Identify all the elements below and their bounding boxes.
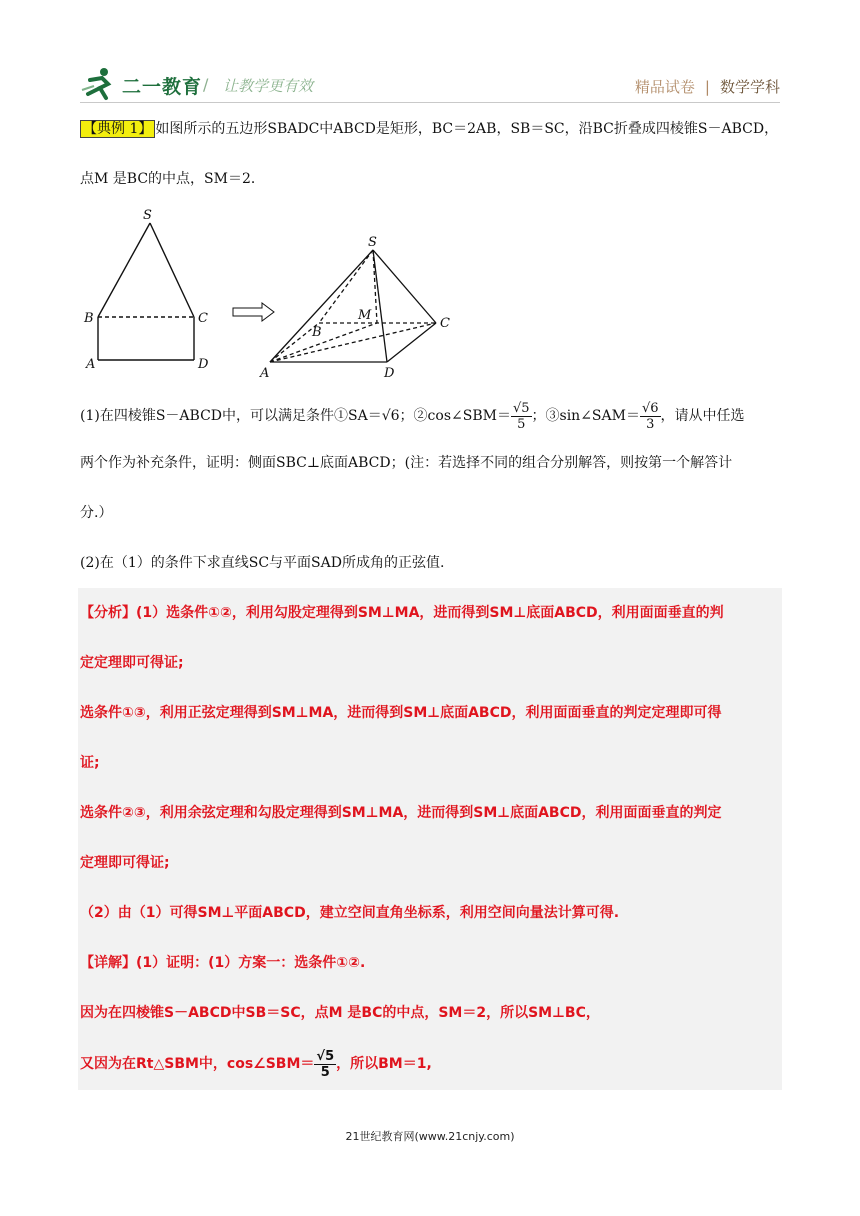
solution-line-2 [80,1044,780,1084]
analysis-line-6: 定理即可得证; [80,855,170,871]
geometry-figure [80,205,480,385]
q1-text-a: (1)在四棱锥S－ABCD中，可以满足条件①SA＝√6；②cos∠SBM＝ [80,408,511,424]
label-left-b: B [84,311,94,326]
fold-arrow [233,303,274,321]
page-footer: 21世纪教育网(www.21cnjy.com) [345,1130,515,1143]
label-left-c: C [198,311,208,326]
example-tag: 【典例 1】 [80,120,155,138]
header-right [635,76,780,97]
solution-fraction [314,1049,336,1080]
logo-text: 二一教育 [122,76,203,98]
analysis-line-7: （2）由（1）可得SM⊥平面ABCD，建立空间直角坐标系，利用空间向量法计算可得. [80,905,620,921]
label-left-a: A [86,357,96,372]
page-header [80,66,780,106]
label-right-a: A [260,366,270,381]
solution-text-b: ，所以BM＝1, [336,1056,432,1072]
label-right-c: C [440,316,450,331]
label-left-d: D [198,357,209,372]
q1-fraction-2 [640,401,661,432]
solution-frac-den: 5 [320,1064,330,1080]
slogan: 让教学更有效 [223,77,314,95]
q1-frac1-num: √5 [512,400,530,416]
solution-heading: 【详解】(1）证明：(1）方案一：选条件①②. [80,955,366,971]
problem-intro-line2: 点M 是BC的中点，SM＝2． [80,171,265,187]
question-1-line1 [80,396,780,436]
label-left-s: S [143,208,152,223]
question-2: (2)在（1）的条件下求直线SC与平面SAD所成角的正弦值. [80,555,445,571]
solution-text-a: 又因为在Rt△SBM中，cos∠SBM＝ [80,1056,315,1072]
analysis-line-2: 定定理即可得证; [80,655,184,671]
intro-text-1: 如图所示的五边形SBADC中ABCD是矩形，BC＝2AB，SB＝SC，沿BC折叠成四棱锥S－ABCD， [155,121,779,137]
header-separator: | [704,78,710,96]
problem-intro-line1 [80,118,780,140]
runner-logo-icon [80,66,120,102]
analysis-line-5: 选条件②③，利用余弦定理和勾股定理得到SM⊥MA，进而得到SM⊥底面ABCD，利用面面垂直的判定 [80,805,722,821]
q1-text-c: ，请从中任选 [660,408,745,424]
header-slash: / [203,75,209,94]
analysis-line-3: 选条件①③，利用正弦定理得到SM⊥MA，进而得到SM⊥底面ABCD，利用面面垂直的判定定理即可得 [80,705,722,721]
pyramid-figure [270,250,436,362]
question-1-line3: 分.） [80,505,113,521]
analysis-line-1: 【分析】(1）选条件①②，利用勾股定理得到SM⊥MA，进而得到SM⊥底面ABCD，利用面面垂直的判 [80,605,724,621]
q1-text-b: ；③sin∠SAM＝ [531,408,640,424]
paper-type: 精品试卷 [634,78,695,96]
label-right-b: B [312,325,322,340]
solution-frac-num: √5 [316,1048,335,1064]
analysis-line-4: 证; [80,755,100,771]
q1-frac2-den: 3 [646,416,655,432]
pentagon-figure [98,223,194,360]
question-1-line2: 两个作为补充条件，证明：侧面SBC⊥底面ABCD；(注：若选择不同的组合分别解答，则按第一个解答计 [80,455,733,471]
label-right-s: S [368,235,377,250]
q1-frac2-num: √6 [641,400,659,416]
q1-frac1-den: 5 [517,416,526,432]
header-divider [80,102,780,103]
label-right-m: M [358,308,372,323]
label-right-d: D [384,366,395,381]
q1-fraction-1 [511,401,532,432]
solution-line-1: 因为在四棱锥S－ABCD中SB＝SC，点M 是BC的中点，SM＝2，所以SM⊥BC， [80,1005,600,1021]
subject: 数学学科 [719,78,780,96]
